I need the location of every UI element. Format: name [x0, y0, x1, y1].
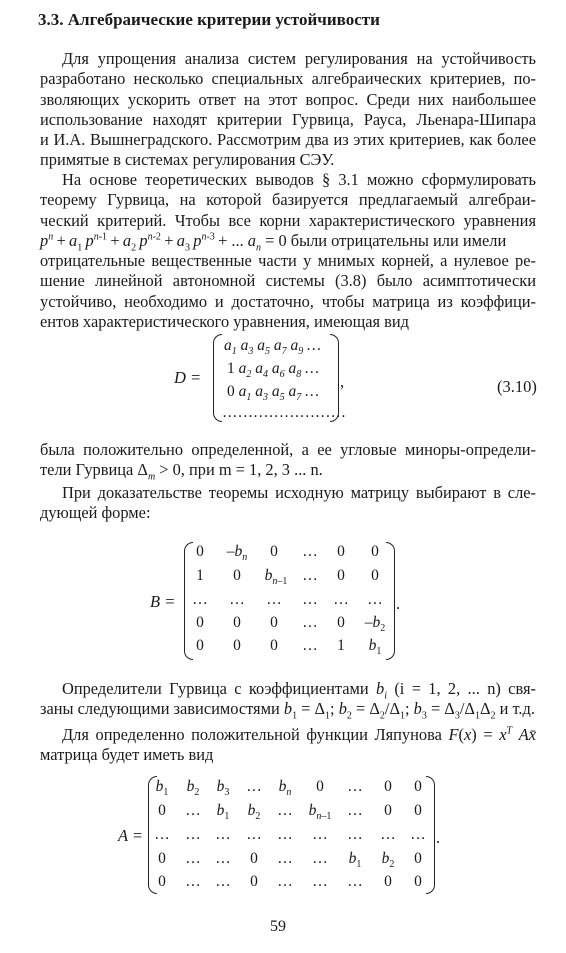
- text-line: была положительно определенной, а ее угловые миноры-определи-: [40, 440, 536, 459]
- document-page: 3.3. Алгебраические критерии устойчивости Для упрощения анализа систем регулирования на устойчивость разработано несколько специальных алгебраических критериев, по- зволяющих ускорить ответ на этот вопрос. Среди них наибольшее использование находят критерии Гурвица, Рауса, Льенара-Шипара и И.А. Вышнеградского. Рассмотрим два из этих критериев, как более примятые в системах регулирования СЭУ. На основе теоретических выводов § 3.1 можно сформулировать теорему Гурвица, на которой базируется предлагаемый алгебраи- ческий критерий. Чтобы все корни характеристического уравнения $p^n + a_1$ $p^{n-1} + a_2$ $p^{n-2} + a_3$ $p^{n-3}$ + ... $a_n = 0$ были отрицательны или имели отрицательные вещественные части у мнимых корней, а нулевое ре- шение линейной автономной системы (3.8) было асимптотически устойчиво, необходимо и достаточно, чтобы матрица из коэффици- ентов характеристического уравнения, имеющая вид D = $a_1$ $a_3$ $a_5$ $a_7$ $a_9$ … 1 $a_2$ $a_4$ $a_6$ $a_8$ … 0 $a_1$ $a_3$ $a_5$ $a_7$ … …………………… , (3.10) была положительно определенной, а ее угловые миноры-определи- тели Гурвица $\Delta_m > 0$, при m = 1, 2, 3 ... n. При доказательстве теоремы исходную матрицу выбирают в сле- дующей форме: B = 0 $-b_n$ 0 … 0 0 1 0 $b_{n-1}$ … 0 0 … … … … … … 0 0 0 … 0 $-b_2$ 0 0 0 … 1 $b_1$ . Определители Гурвица с коэффициентами $b_i$ (i = 1, 2, ... n) свя- заны следующими зависимостями $b_1 = \Delta_1$; $b_2 = \Delta_2/\Delta_1$; $b_3 = \Delta_3/\Delta_1\Delta_2$ и т.д. Для определенно положительной функции Ляпунова $F(x) = x^T$ Ax̄ матрица будет иметь вид A = $b_1$ $b_2$ $b_3$ … $b_n$ 0 … 0 0 0 … $b_1$ $b_2$ … $b_{n-1}$ … 0 0 … … … … … … … … … 0 … … 0 … … $b_1$ $b_2$ 0 0 … … 0 … … … 0 0 . 59: [38, 10, 537, 935]
- text-line: Определители Гурвица с коэффициентами $b_i$ (i = 1, 2, ... n) свя-: [62, 679, 536, 702]
- text-line: примятые в системах регулирования СЭУ.: [40, 150, 335, 170]
- text-line: На основе теоретических выводов § 3.1 можно сформулировать: [62, 170, 536, 189]
- equation-number: (3.10): [497, 377, 537, 396]
- text-line: теорему Гурвица, на которой базируется предлагаемый алгебраи-: [40, 190, 536, 210]
- text-line: и И.А. Вышнеградского. Рассмотрим два из этих критериев, как более: [40, 130, 536, 150]
- paragraph-4: [40, 483, 536, 524]
- text-line: зволяющих ускорить ответ на этот вопрос. Среди них наибольшее: [40, 89, 536, 109]
- text-line: заны следующими зависимостями $b_1 = \Delta_1$; $b_2 = \Delta_2/\Delta_1$; $b_3 = \Delta_3/\Delta_1\Delta_2$ и т.д.: [40, 699, 535, 722]
- paragraph-6: [40, 725, 536, 766]
- section-heading: 3.3. Алгебраические критерии устойчивости: [38, 10, 380, 29]
- paragraph-1: [40, 49, 536, 171]
- page-number: 59: [270, 918, 286, 935]
- equation-tail: = 0 были отрицательны или имели: [261, 230, 507, 250]
- text-line: ческий критерий. Чтобы все корни характеристического уравнения: [40, 210, 536, 230]
- text-line: матрица будет иметь вид: [40, 745, 214, 765]
- text-line: устойчиво, необходимо и достаточно, чтобы матрица из коэффици-: [40, 291, 536, 311]
- text-line: При доказательстве теоремы исходную матрицу выбирают в сле-: [62, 483, 536, 502]
- paragraph-2: [40, 170, 536, 332]
- text-line: тели Гурвица $\Delta_m > 0$, при m = 1, 2, 3 ... n.: [40, 460, 323, 483]
- text-line: Для определенно положительной функции Ляпунова $F(x) = x^T$ Ax̄: [62, 725, 536, 744]
- text-line: отрицательные вещественные части у мнимых корней, а нулевое ре-: [40, 251, 536, 271]
- text-line: Для упрощения анализа систем регулирования на устойчивость: [62, 49, 536, 68]
- paragraph-5: [40, 679, 536, 720]
- text-line: ентов характеристического уравнения, имеющая вид: [40, 312, 410, 332]
- text-line: дующей форме:: [40, 503, 151, 523]
- text-line: шение линейной автономной системы (3.8) было асимптотически: [40, 271, 536, 291]
- paragraph-3: [40, 440, 536, 481]
- text-line: использование находят критерии Гурвица, Рауса, Льенара-Шипара: [40, 109, 536, 129]
- text-line: разработано несколько специальных алгебраических критериев, по-: [40, 69, 536, 89]
- characteristic-equation-line: $p^n + a_1$ $p^{n-1} + a_2$ $p^{n-2} + a_3$ $p^{n-3}$ + ... $a_n = 0$ были отрицательны или имели: [40, 230, 507, 254]
